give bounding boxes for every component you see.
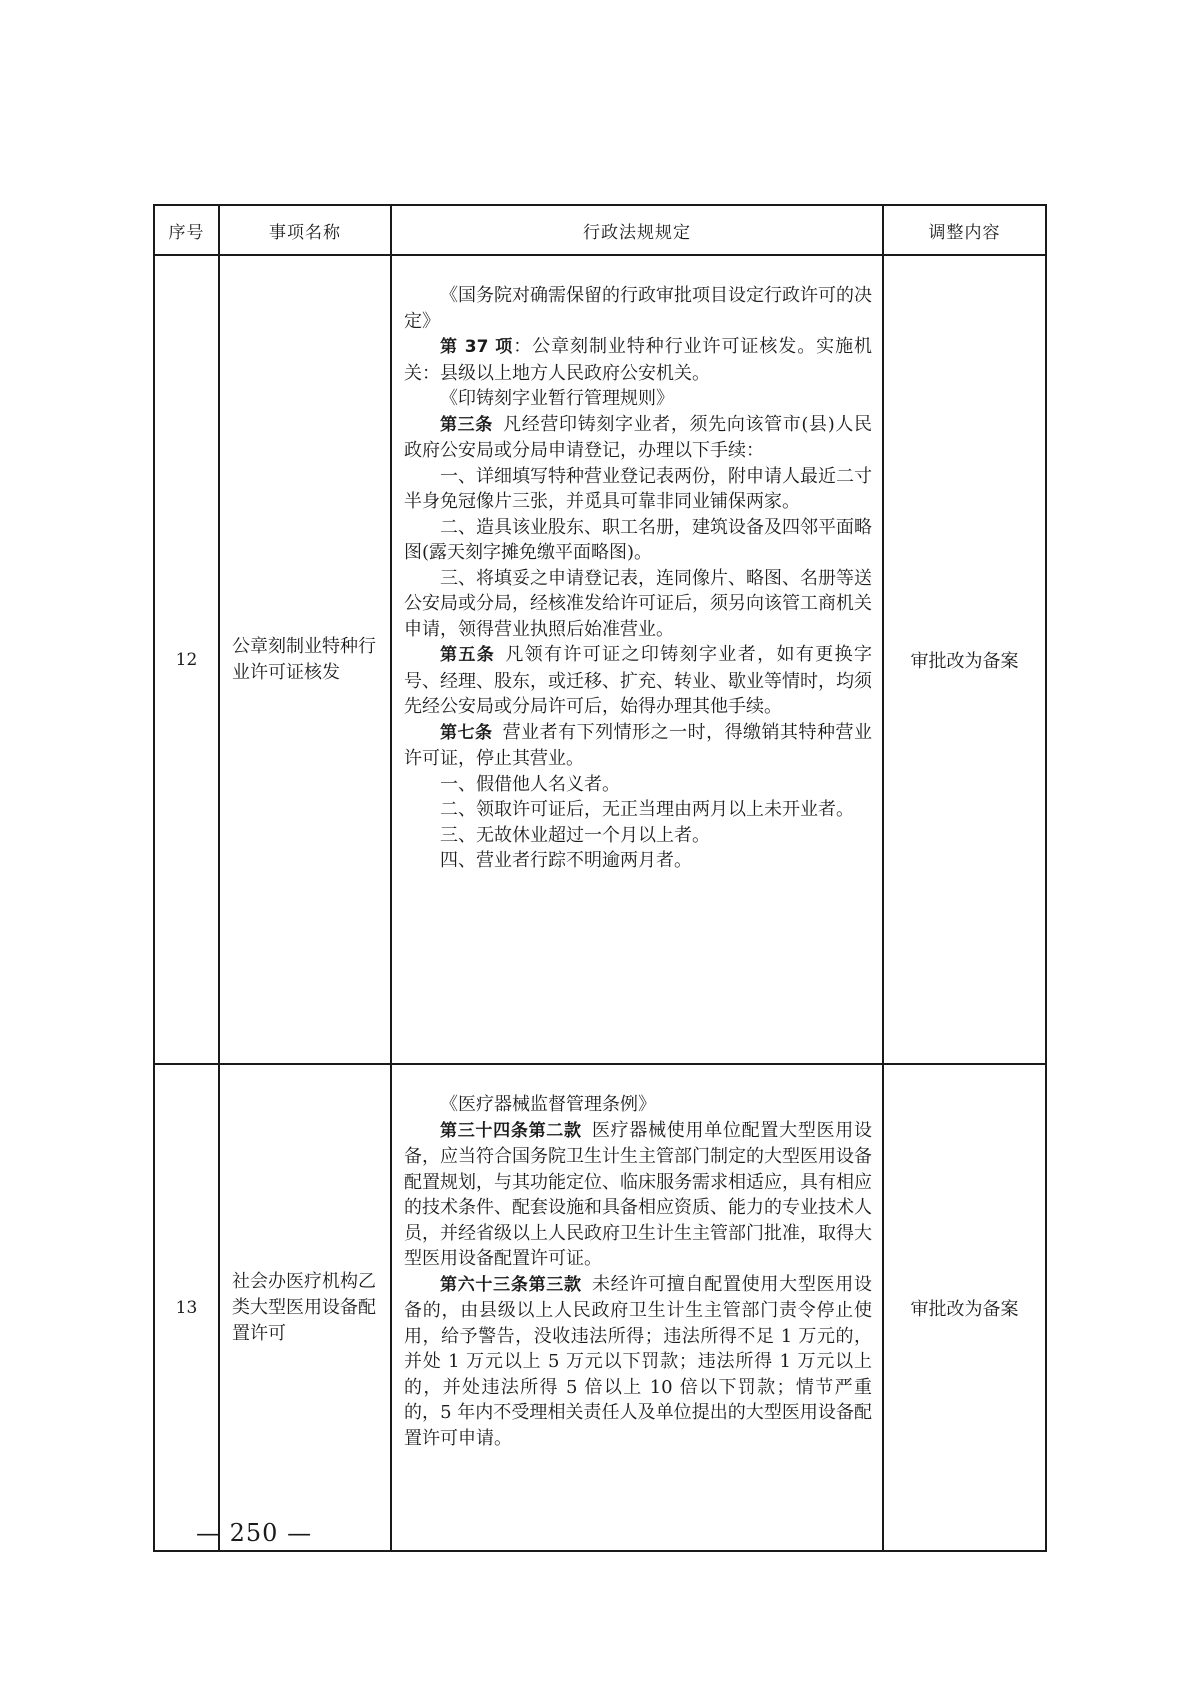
- regulation-paragraph: [404, 464, 872, 515]
- regulation-paragraph: [404, 772, 872, 798]
- row-item-name: 公章刻制业特种行业许可证核发: [219, 255, 391, 1064]
- article-label: 第三十四条第二款: [440, 1120, 582, 1141]
- regulation-paragraph: [404, 515, 872, 566]
- regulation-paragraph: [404, 386, 872, 412]
- paragraph-text: ：公章刻制业特种行业许可证核发。实施机关：县级以上地方人民政府公安机关。: [404, 336, 873, 384]
- paragraph-text: 三、将填妥之申请登记表，连同像片、略图、名册等送公安局或分局，经核准发给许可证后，须另向该管工商机关申请，领得营业执照后始准营业。: [404, 567, 872, 640]
- header-serial: 序号: [154, 205, 219, 255]
- header-item-name: 事项名称: [219, 205, 391, 255]
- article-label: 第六十三条第三款: [440, 1274, 582, 1295]
- regulation-table: [153, 204, 1047, 1552]
- paragraph-text: 营业者有下列情形之一时，得缴销其特种营业许可证，停止其营业。: [404, 721, 873, 769]
- regulation-paragraph: [404, 283, 872, 334]
- regulation-paragraph: [404, 334, 872, 386]
- paragraph-text: 凡经营印铸刻字业者，须先向该管市(县)人民政府公安局或分局申请登记，办理以下手续：: [404, 413, 873, 461]
- header-adjustment: 调整内容: [883, 205, 1046, 255]
- regulation-paragraph: [404, 412, 872, 464]
- regulation-paragraph: [404, 720, 872, 772]
- header-regulation: 行政法规规定: [391, 205, 883, 255]
- article-label: 第 37 项: [440, 337, 514, 357]
- paragraph-text: 二、造具该业股东、职工名册，建筑设备及四邻平面略图(露天刻字摊免缴平面略图)。: [404, 516, 872, 563]
- page-number: — 250 —: [196, 1519, 313, 1547]
- regulation-paragraph: [404, 797, 872, 823]
- paragraph-text: 医疗器械使用单位配置大型医用设备，应当符合国务院卫生计生主管部门制定的大型医用设备配置规划，与其功能定位、临床服务需求相适应，具有相应的技术条件、配套设施和具备相应资质、能力的专业技术人员，并经省级以上人民政府卫生计生主管部门批准，取得大型医用设备配置许可证。: [404, 1119, 872, 1269]
- page-number-value: 250: [229, 1519, 279, 1547]
- paragraph-text: 一、详细填写特种营业登记表两份，附申请人最近二寸半身免冠像片三张，并觅具可靠非同业铺保两家。: [404, 465, 872, 512]
- paragraph-text: 四、营业者行踪不明逾两月者。: [440, 850, 692, 871]
- table-row: [154, 1064, 1046, 1551]
- paragraph-text: 二、领取许可证后，无正当理由两月以上未开业者。: [440, 799, 854, 820]
- row-regulation-text: [391, 1064, 883, 1551]
- paragraph-text: 凡领有许可证之印铸刻字业者，如有更换字号、经理、股东，或迁移、扩充、转业、歇业等情时，均须先经公安局或分局许可后，始得办理其他手续。: [404, 644, 873, 717]
- row-item-name: 社会办医疗机构乙类大型医用设备配置许可: [219, 1064, 391, 1551]
- table-row: [154, 255, 1046, 1064]
- regulation-paragraph: [404, 566, 872, 643]
- paragraph-text: 一、假借他人名义者。: [440, 773, 620, 795]
- regulation-paragraph: [404, 848, 872, 874]
- row-adjustment: 审批改为备案: [883, 1064, 1046, 1551]
- regulation-paragraph: [404, 1118, 872, 1272]
- row-adjustment: 审批改为备案: [883, 255, 1046, 1064]
- row-serial: 12: [154, 255, 219, 1064]
- regulation-paragraph: [404, 1272, 872, 1452]
- paragraph-text: 未经许可擅自配置使用大型医用设备的，由县级以上人民政府卫生计生主管部门责令停止使用，给予警告，没收违法所得；违法所得不足 1 万元的，并处 1 万元以上 5 万元以下罚款；违法所得 1 万元以上的，并处违法所得 5 倍以上 10 倍以下罚款；情节严重的，5 年内不受理相关责任人及单位提出的大型医用设备配置许可申请。: [404, 1273, 872, 1449]
- table-header-row: [154, 205, 1046, 255]
- paragraph-text: 《医疗器械监督管理条例》: [440, 1094, 656, 1115]
- paragraph-text: 《印铸刻字业暂行管理规则》: [440, 388, 674, 409]
- article-label: 第五条: [440, 645, 496, 665]
- paragraph-text: 《国务院对确需保留的行政审批项目设定行政许可的决定》: [404, 285, 872, 332]
- row-serial: 13: [154, 1064, 219, 1551]
- row-regulation-text: [391, 255, 883, 1064]
- regulation-paragraph: [404, 1092, 872, 1118]
- article-label: 第三条: [440, 414, 493, 435]
- article-label: 第七条: [440, 722, 493, 743]
- paragraph-text: 三、无故休业超过一个月以上者。: [440, 824, 710, 846]
- regulation-paragraph: [404, 642, 872, 720]
- regulation-paragraph: [404, 823, 872, 849]
